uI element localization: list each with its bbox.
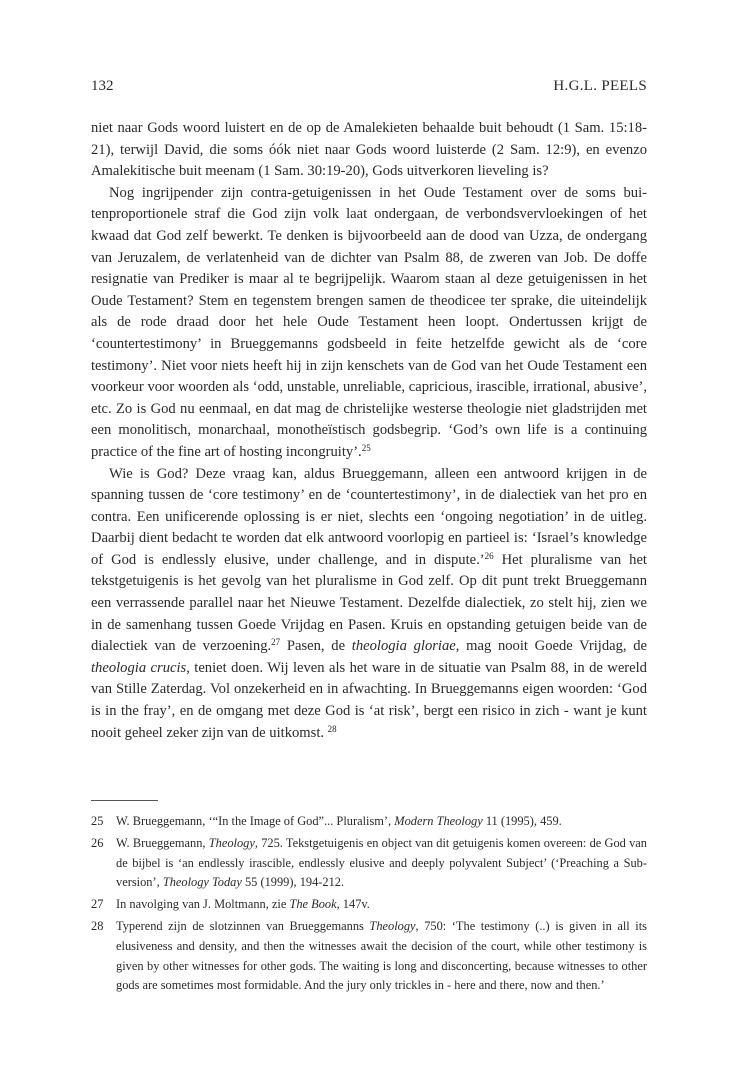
footnote-number: 26 [91, 835, 104, 850]
footnote-text [116, 834, 647, 893]
footnote-ref-25[interactable]: 25 [361, 442, 371, 453]
paragraph-text: niet naar Gods woord luistert en de op de Amalekieten behaalde buit behoudt (1 Sam. 15:18-21), terwijl David, die soms óók niet naar Gods woord luisterde (2 Sam. 12:9), en evenzo Amalekitische buit meenam (1 Sam. 30:19-20), Gods uitverkoren lieveling is? [91, 120, 647, 180]
paragraph-text: Wie is God? Deze vraag kan, aldus Brueggemann, alleen een antwoord krijgen in de spanning tussen de ‘core testimony’ en de ‘countertestimony’, in de dialectiek van het pro en contra. Een unificerende oplossing is er niet, slechts een ‘ongoing negotiation’ in de uitleg. Daarbij dient bedacht te worden dat elk antwoord voorlopig en partieel is: ‘Israel’s knowledge of God is endlessly elusive, under challenge, and in dispute.’ [91, 465, 647, 568]
footnote-text-part: , 147v. [336, 897, 370, 912]
paragraph-2 [91, 183, 647, 464]
paragraph-text: , teniet doen. Wij leven als het ware in de situatie van Psalm 88, in de wereld van Stille Zaterdag. Vol onzekerheid en in afwachting. In Brueggemanns eigen woorden: ‘God is in the fray’, en de omgang met deze God is ‘at risk’, bergt een risico in zich - want je kunt nooit geheel zeker zijn van de uitkomst. [91, 659, 647, 741]
footnote-text [116, 917, 647, 996]
footnote-ref-26[interactable]: 26 [484, 550, 494, 561]
footnote-italic: The Book [289, 897, 337, 912]
paragraph-text: Het pluralisme van het tekstgetuigenis is het gevolg van het pluralisme in God zelf. Op dit punt trekt Brueggemann een verrassende parallel naar het Nieuwe Testament. Dezelfde dialectiek, zo stelt hij, zien we in de samenhang tussen Goede Vrijdag en Pasen. Kruis en opstanding getuigen beide van de dialectiek van de verzoening. [91, 551, 647, 655]
footnote-italic: Theology Today [162, 875, 242, 890]
paragraph-text: , mag nooit Goede Vrijdag, de [455, 638, 648, 655]
footnote-number: 25 [91, 814, 104, 828]
footnote-italic: Modern Theology [394, 814, 483, 828]
paragraph-text: Nog ingrijpender zijn contra-getuigenissen in het Oude Testament over de soms buitenproportionele straf die God zijn volk laat ondergaan, de verbondsvervloekingen of het kwaad dat God zelf bewerkt. Te denken is bijvoorbeeld aan de dood van Uzza, de ondergang van Jeruzalem, de verlatenheid van de dichter van Psalm 88, de zweren van Job. De doffe resignatie van Prediker is maar al te begrijpelijk. Waarom staan al deze getuigenissen in het Oude Testament? Stem en tegenstem brengen samen de theodicee ter sprake, die uiteindelijk als de rode draad door het hele Oude Testament heen loopt. Ondertussen krijgt de ‘countertestimony’ in Brueggemanns godsbeeld in feite hetzelfde gewicht als de ‘core testimony’. Niet voor niets heeft hij in zijn kenschets van de God van het Oude Testament een voorkeur voor woorden als ‘odd, unstable, unreliable, capricious, irascible, irrational, abusive’, etc. Zo is God nu eenmaal, en dat mag de christelijke westerse theologie niet gladstrijden met een monolitisch, monarchaal, monotheïstisch godsbegrip. ‘God’s own life is a continuing practice of the fine art of hosting incongruity’. [91, 184, 647, 460]
footnote-text [116, 812, 647, 832]
footnote [91, 917, 647, 996]
footnotes [91, 812, 647, 998]
footnote-text-part: Typerend zijn de slotzinnen van Brueggemanns [116, 918, 370, 933]
footnote-text-part: , 725. Tekstgetuigenis en object van dit getuigenis komen overeen: de God van de bijbel is ‘an endlessly irascible, endlessly elusive and deeply polyvalent Subject’ (‘Preaching a Sub-version’, [116, 835, 647, 890]
italic-term: theologia gloriae [351, 638, 456, 655]
footnote-number: 27 [91, 897, 104, 912]
footnote [91, 895, 647, 915]
footnote-text-part: , 750: ‘The testimony (..) is given in all its elusiveness and density, and then the witnesses await the decision of the court, while other testimony is given by other witnesses for other gods. The waiting is long and disconcerting, because witnesses to other gods are sometimes most formidable. And the jury only trickles in - here and there, now and then.’ [116, 918, 647, 993]
page-number: 132 [91, 78, 114, 94]
footnote-italic: Theology [369, 918, 416, 933]
footnote [91, 834, 647, 893]
footnote-text-part: 55 (1999), 194-212. [241, 875, 345, 890]
footnote-text-part: W. Brueggemann, [116, 835, 209, 850]
body-text [91, 118, 647, 744]
italic-term: theologia crucis [91, 659, 187, 676]
running-author: H.G.L. PEELS [553, 78, 647, 94]
footnote [91, 812, 647, 832]
footnote-text-part: 11 (1995), 459. [482, 814, 562, 828]
paragraph-text: Pasen, de [280, 638, 352, 655]
footnote-italic: Theology [208, 835, 255, 850]
footnote-text-part: In navolging van J. Moltmann, zie [116, 897, 290, 912]
running-header [91, 78, 647, 95]
footnote-number: 28 [91, 918, 104, 933]
paragraph-3 [91, 464, 647, 745]
footnote-ref-27[interactable]: 27 [271, 637, 281, 648]
footnote-text [116, 895, 647, 915]
footnote-ref-28[interactable]: 28 [327, 723, 337, 734]
footnote-divider [91, 800, 158, 801]
paragraph-1 [91, 118, 647, 183]
footnote-text-part: W. Brueggemann, ‘“In the Image of God”... Pluralism’, [116, 814, 395, 828]
